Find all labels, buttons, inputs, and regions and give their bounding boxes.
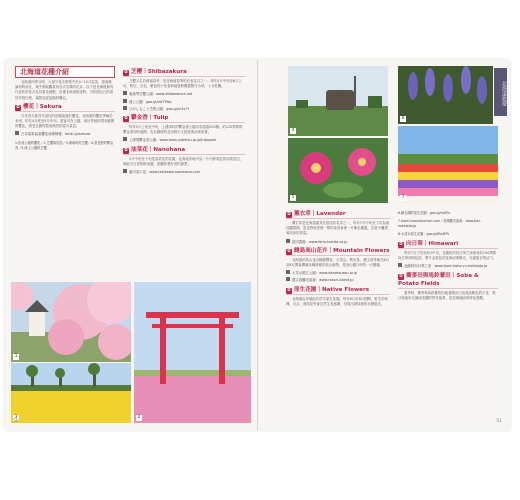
tulip-info: 上湧別鬱金香公園：www.town.yubetsu.lg.jp/tulippark <box>123 137 245 143</box>
flower-icon: ✿ <box>287 248 291 254</box>
sakura-text: 日本春天最具代表性的花種莫過於櫻花，北海道的櫻花季晚於本州，約在4月底至5月中旬，遊客可在公園、神社等地欣賞到盛開的櫻花，感受北國短暫而熱烈的春天氣息。 <box>15 113 115 129</box>
native-text: 北海道沿岸地區有許多原生花園，每年6月至8月期間，野生的玫瑰、百合、鳶尾花等會自然生長盛開，呈現出最原始的北國風光。 <box>286 296 388 306</box>
info-bullet-icon <box>123 137 127 141</box>
right-caption-2: 7.www.furanotourism.com／美瑛觀光協會：www.biei-hokkaido.jp <box>398 219 481 228</box>
section-heading-shibazakura: ✿ 芝櫻｜Shibazakura <box>123 68 245 77</box>
photo-flower-fields <box>398 126 498 203</box>
shibazakura-text: 芝櫻又名苔蘚福祿考，是北海道春季的代表花卉之一，每年5月中旬至6月上旬，粉紅、白色、紫色的小花會如地毯般覆蓋整片山坡，十分壯觀。 <box>123 79 242 89</box>
photo-sakura-castle <box>11 282 131 362</box>
section-heading-tulip: ✿ 鬱金香｜Tulip <box>123 114 245 123</box>
side-tab: 北海道旅遊 <box>494 68 507 116</box>
page-number-left: 50 <box>13 419 19 424</box>
flower-icon: ✿ <box>287 287 291 293</box>
mountain-info-1: 大雪山國立公園：www.daisetsuzan.or.jp <box>286 270 390 276</box>
shibazakura-info-1: 東藻琴芝櫻公園：www.shibazakura.net <box>123 91 245 97</box>
photo-rose-flowers <box>288 138 388 203</box>
sakura-info: 日本氣象協會櫻花前線情報：tenki.jp/sakura <box>15 131 115 137</box>
himawari-info: 北龍町向日葵之里：www.town.hokuryu.hokkaido.jp <box>398 263 498 269</box>
himawari-text: 每年7月下旬至8月中旬，北龍町的向日葵之里會有約150萬株向日葵同時綻放，整片金黃色的花海迎著陽光，充滿夏日的活力。 <box>398 250 497 261</box>
photo-number-2: 2 <box>137 415 141 420</box>
info-bullet-icon <box>123 91 127 95</box>
photo-canola-field <box>11 363 131 423</box>
info-bullet-icon <box>286 239 290 243</box>
section-heading-soba-potato: ✿ 蕎麥田與馬鈴薯田｜Soba & Potato Fields <box>398 272 498 289</box>
right-caption-1: 6.網走湖的原生花園：goo.gl/hvEFu <box>398 211 451 216</box>
flower-icon: ✿ <box>124 116 128 122</box>
photo-number-5: 5 <box>291 195 295 200</box>
lavender-info: 富田農場：www.farm-tomita.co.jp <box>286 239 390 245</box>
mountain-info-2: 禮文島觀光協會：www.rebun-island.jp <box>286 277 390 283</box>
flower-icon: ✿ <box>124 70 128 75</box>
photo-number-4: 4 <box>291 128 295 133</box>
shibazakura-info-2: 滝上公園：goo.gl/sW7ENp <box>123 99 245 105</box>
tulip-text: 每年5月上旬至中旬，上湧別町的鬱金香公園內有超過200種、約120萬株的鬱金香同時盛開，色彩繽紛的花田吸引大批遊客前來欣賞。 <box>123 125 243 135</box>
book-spread <box>5 60 510 430</box>
lavender-text: 薰衣草是北海道最具代表性的花卉之一，每年7月中旬至下旬為最佳觀賞期，富良野和美瑛一帶的花田會被一片紫色覆蓋，空氣中瀰漫著淡淡的香氣。 <box>286 221 390 236</box>
page-number-right: 51 <box>496 419 502 424</box>
photo-number-6: 6 <box>401 116 405 121</box>
flower-icon: ✿ <box>16 104 20 110</box>
info-bullet-icon <box>123 169 127 173</box>
info-bullet-icon <box>15 131 19 135</box>
flower-icon: ✿ <box>399 273 403 279</box>
nanohana-text: 5月中旬至下旬是油菜花的花期，北海道各地可見一片片鮮黃色的油菜花田，與藍天白雲相映成趣，是攝影愛好者的最愛。 <box>123 156 244 166</box>
flower-icon: ✿ <box>124 147 128 153</box>
left-column-2 <box>123 66 245 176</box>
section-heading-sakura: ✿ 櫻花｜Sakura <box>15 103 115 112</box>
section-heading-himawari: ✿ 向日葵｜Himawari <box>398 240 498 249</box>
mountain-text: 北海道的高山花卉種類豐富，大雪山、利尻島、禮文島等地在6月至8月間會開滿各種珍稀的高山植物，是登山健行時的一大樂趣。 <box>286 257 390 268</box>
flower-icon: ✿ <box>287 212 291 217</box>
info-bullet-icon <box>398 263 402 267</box>
intro-text: 北海道四季分明，大部分花卉都集中於4~10月綻放，遊客無論何時前往，幾乎都能觀賞到各式各樣的花卉。以下是北海道最具代表性的花卉及其賞花地點，計畫北海道旅遊時，可依照自己的喜好安排行程，讓旅途更加繽紛難忘。 <box>15 80 114 100</box>
right-column-2 <box>398 208 498 303</box>
section-heading-native: ✿ 原生花園｜Native Flowers <box>286 286 390 295</box>
section-heading-nanohana: ✿ 油菜花｜Nanohana <box>123 146 245 155</box>
info-bullet-icon <box>286 277 290 281</box>
info-bullet-icon <box>123 106 127 110</box>
left-captions: 1.松前公園的櫻花／2.芝櫻與鳥居／3.淵東町的芝櫻／4.富良野的鬱金香／5.滝上公園的芝櫻 <box>15 140 114 150</box>
nanohana-info: 瀧川菜の花：www.takikawa-nanohana.com <box>123 169 245 175</box>
soba-potato-text: 夏季時，蕎麥與馬鈴薯的田地會開出白色或淡紫色的小花，與丘陵地形交織成美麗的拼布風景，是美瑛地區的特色景觀。 <box>398 290 496 300</box>
photo-number-1: 1 <box>14 354 18 359</box>
photo-number-7: 7 <box>401 195 405 200</box>
photo-torii-shibazakura <box>134 282 251 423</box>
left-column-1 <box>15 66 115 154</box>
left-page <box>5 60 257 430</box>
photo-monument <box>288 66 388 136</box>
right-page <box>258 60 510 430</box>
shibazakura-info-3: ひがしもこと芝桜公園：goo.gl/xr3x7f <box>123 106 245 112</box>
photo-lavender-closeup <box>398 66 493 124</box>
section-heading-lavender: ✿ 薰衣草｜Lavender <box>286 210 390 219</box>
flower-icon: ✿ <box>399 241 403 247</box>
info-bullet-icon <box>286 270 290 274</box>
right-caption-3: 8.小清水原生花園：goo.gl/6VdEPt <box>398 231 449 236</box>
photo-number-3: 3 <box>14 415 18 420</box>
page-title: 北海道花種介紹 <box>15 66 115 78</box>
right-column-1 <box>286 208 390 309</box>
info-bullet-icon <box>123 99 127 103</box>
section-heading-mountain: ✿ 雌島高山花卉｜Mountain Flowers <box>287 247 390 254</box>
